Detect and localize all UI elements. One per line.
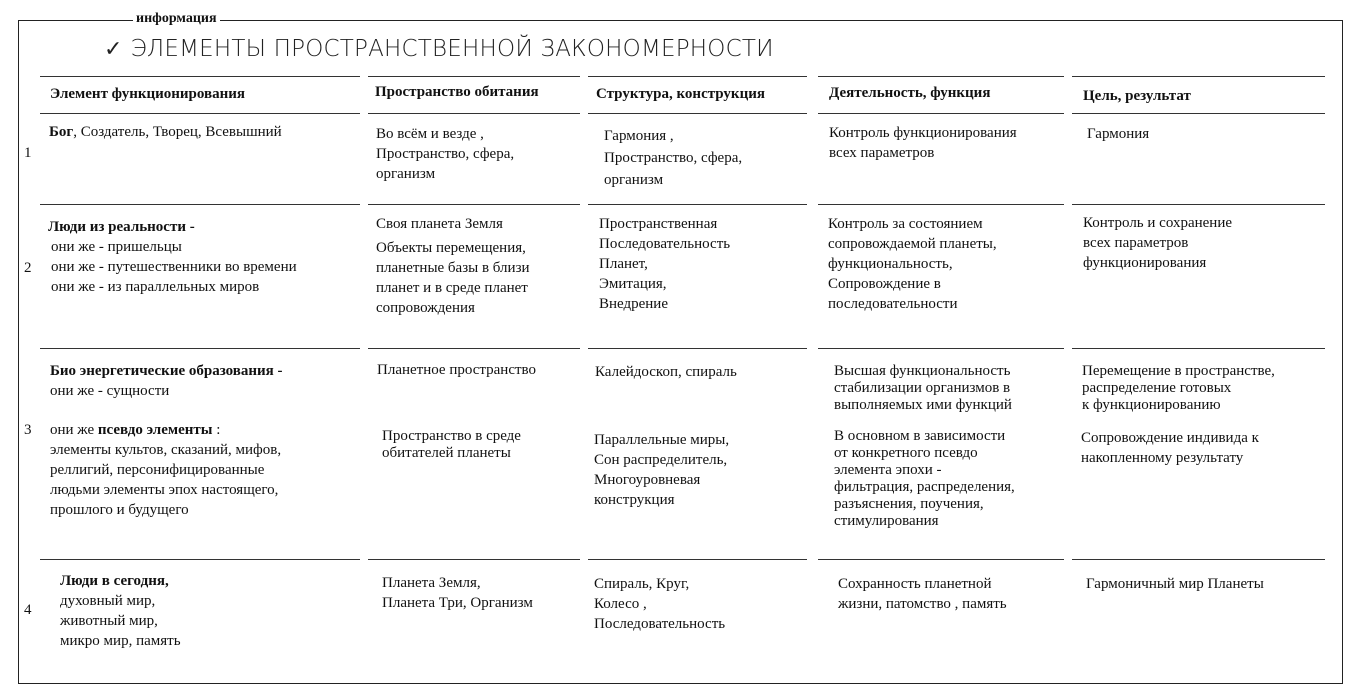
row1-goal: Гармония	[1087, 126, 1150, 142]
row-number: 3	[24, 422, 32, 438]
checkmark-icon: ✓	[104, 36, 123, 62]
row3-activity-b: В основном в зависимости от конкретного псевдо элемента эпохи - фильтрация, распределения, разъяснения, поучения, стимулирования	[834, 428, 1015, 529]
row4-activity: Сохранность планетной жизни, патомство , память	[838, 576, 1007, 612]
row1-structure: Гармония , Пространство, сфера, организм	[604, 128, 743, 188]
column-header-space: Пространство обитания	[375, 84, 539, 100]
page-title-text: ЭЛЕМЕНТЫ ПРОСТРАНСТВЕННОЙ ЗАКОНОМЕРНОСТИ	[130, 36, 774, 62]
column-header-structure: Структура, конструкция	[596, 86, 765, 102]
row2-space: Своя планета Земля Объекты перемещения, планетные базы в близи планет и в среде планет сопровождения	[376, 216, 530, 316]
row1-element: Бог, Создатель, Творец, Всевышний	[49, 124, 282, 140]
row2-element: Люди из реальности - они же - пришельцы они же - путешественники во времени они же - из параллельных миров	[48, 219, 297, 295]
row-number: 4	[24, 602, 32, 618]
row3-goal: Перемещение в пространстве, распределение готовых к функционированию	[1082, 363, 1275, 413]
row3-space: Планетное пространство	[377, 362, 537, 378]
column-header-goal: Цель, результат	[1083, 88, 1191, 104]
row4-structure: Спираль, Круг, Колесо , Последовательность	[594, 576, 726, 632]
row2-structure: Пространственная Последовательность Планет, Эмитация, Внедрение	[599, 216, 731, 312]
row2-goal: Контроль и сохранение всех параметров функционирования	[1083, 215, 1233, 271]
row4-element: Люди в сегодня, духовный мир, животный мир, микро мир, память	[60, 573, 181, 649]
row1-activity: Контроль функционирования всех параметров	[829, 125, 1017, 161]
row3-structure: Калейдоскоп, спираль	[595, 364, 737, 380]
row2-activity: Контроль за состоянием сопровождаемой планеты, функциональность, Сопровождение в последовательности	[828, 216, 997, 312]
row3-space-b: Пространство в среде обитателей планеты	[382, 428, 521, 461]
row4-goal: Гармоничный мир Планеты	[1086, 576, 1264, 592]
row3-element: Био энергетические образования - они же - сущности они же псевдо элементы : элементы культов, сказаний, мифов, реллигий, персонифицированные людьми элементы эпох настоящего, прошлого и будущего	[50, 363, 283, 518]
frame-legend: информация	[133, 11, 220, 27]
row3-goal-b: Сопровождение индивида к накопленному результату	[1081, 430, 1259, 466]
row4-space: Планета Земля, Планета Три, Организм	[382, 575, 533, 611]
column-header-element: Элемент функционирования	[50, 86, 246, 102]
row3-activity: Высшая функциональность стабилизации организмов в выполняемых ими функций	[834, 363, 1012, 413]
row-number: 2	[24, 260, 32, 276]
row3-structure-b: Параллельные миры, Сон распределитель, Многоуровневая конструкция	[594, 432, 730, 508]
row-number: 1	[24, 145, 32, 161]
column-header-activity: Деятельность, функция	[829, 85, 991, 101]
page-title	[104, 36, 774, 62]
row1-space: Во всём и везде , Пространство, сфера, организм	[376, 126, 515, 182]
